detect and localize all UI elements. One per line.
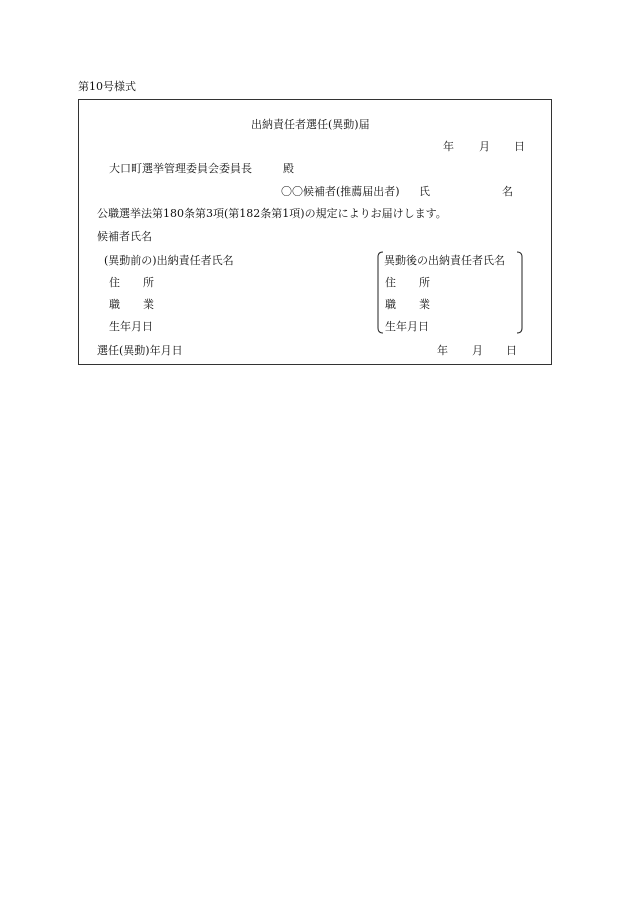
appointment-year: 年 (437, 344, 448, 357)
after-birthdate: 生年月日 (385, 320, 429, 333)
legal-statement: 公職選挙法第180条第3項(第182条第1項)の規定によりお届けします。 (97, 207, 447, 220)
before-occupation-1: 職 (109, 298, 120, 311)
form-title: 出納責任者選任(異動)届 (251, 118, 370, 131)
submitter-label: 〇〇候補者(推薦届出者) (281, 185, 400, 198)
before-address-2: 所 (143, 276, 154, 289)
date-month: 月 (479, 140, 490, 153)
form-number: 第10号様式 (78, 80, 136, 93)
submitter-shi: 氏 (419, 185, 430, 198)
submitter-mei: 名 (502, 185, 513, 198)
appointment-day: 日 (506, 344, 517, 357)
appointment-date-label: 選任(異動)年月日 (97, 344, 183, 357)
before-occupation-2: 業 (143, 298, 154, 311)
after-address-1: 住 (385, 276, 396, 289)
candidate-name-label: 候補者氏名 (97, 230, 152, 243)
date-year: 年 (443, 140, 454, 153)
after-occupation-2: 業 (419, 298, 430, 311)
addressee-name: 大口町選挙管理委員会委員長 (109, 162, 252, 175)
after-address-2: 所 (419, 276, 430, 289)
before-birthdate: 生年月日 (109, 320, 153, 333)
before-name-label: (異動前の)出納責任者氏名 (104, 254, 234, 267)
appointment-month: 月 (472, 344, 483, 357)
date-day: 日 (514, 140, 525, 153)
after-name-label: 異動後の出納責任者氏名 (384, 254, 505, 267)
after-occupation-1: 職 (385, 298, 396, 311)
before-address-1: 住 (109, 276, 120, 289)
addressee-honorific: 殿 (283, 162, 294, 175)
